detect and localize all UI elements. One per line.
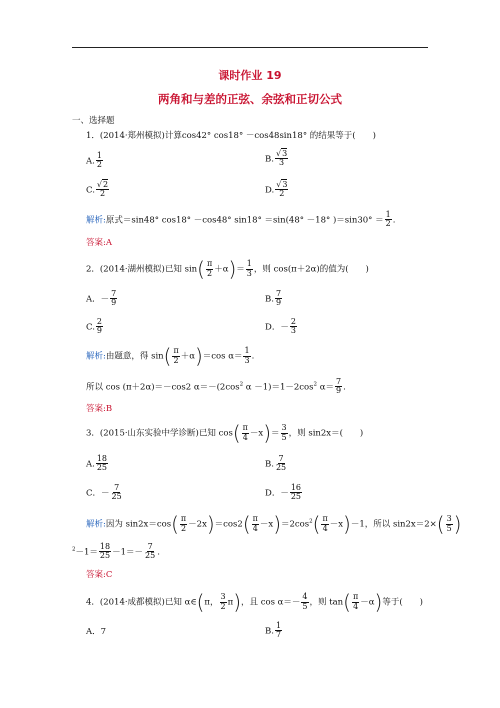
q2-option-c: C. $\frac{2}{9}$ (86, 317, 102, 336)
q2-answer: 答案:B (86, 404, 113, 414)
q2-option-b: B. $\frac{7}{9}$ (265, 289, 282, 308)
q3-option-d: D．－ $\frac{16}{25}$ (265, 483, 302, 502)
q2-analysis: 解析:由题意，得 sin( $\frac{\pi}{2}$ ＋α)＝cos α＝ $\frac{1}{3}$ . (86, 344, 255, 368)
q1-option-d: D. $\frac{√3}{2}$ (265, 180, 288, 199)
q2-analysis-line2: 所以 cos (π＋2α)＝－cos2 $\alpha=-(2\cos^2$ $\alpha -1)=1-2\cos^2$ α＝ $\frac{7}{9}$ . (86, 377, 346, 396)
page-title: 课时作业 19 (218, 69, 282, 82)
q1-analysis: 解析:原式＝sin48° cos18° －cos48° sin18° ＝sin(48° －18° )＝sin30° ＝ $\frac{1}{2}$ . (86, 210, 396, 229)
page-subtitle: 两角和与差的正弦、余弦和正切公式 (158, 92, 342, 106)
q3-option-c: C．－ $\frac{7}{25}$ (86, 483, 122, 502)
q4-stem: 4．(2014·成都模拟)已知 α∈(π， $\frac{3}{2}$ π)，且 cos α＝－ $\frac{4}{5}$ ，则 tan( $\frac{\pi}{4}$ －α)等于( ) (86, 590, 423, 614)
q4-option-b: B. $\frac{1}{7}$ (265, 621, 282, 640)
q3-option-a: A. $\frac{18}{25}$ (86, 454, 108, 473)
q1-answer: 答案:A (86, 238, 113, 248)
q4-option-a: A．7 (86, 627, 107, 637)
q3-analysis-cont: $^2$－1＝ $\frac{18}{25}$ －1＝－ $\frac{7}{25}$ . (72, 542, 160, 561)
q1-option-c: C. $\frac{√2}{2}$ (86, 180, 109, 199)
q3-option-b: B. $\frac{7}{25}$ (265, 454, 287, 473)
q2-option-d: D．－ $\frac{2}{3}$ (265, 317, 296, 336)
q1-option-a: A. $\frac{1}{2}$ (86, 151, 102, 170)
q1-option-b: B. $\frac{√3}{3}$ (265, 149, 288, 168)
q1-stem: 1．(2014·郑州模拟)计算cos42° cos18° －cos48sin18° 的结果等于( ) (86, 131, 376, 141)
q3-analysis: 解析:因为 sin2x＝cos( $\frac{\pi}{2}$ －2x)＝cos2( $\frac{\pi}{4}$ $-x)=2\cos^2$( $\frac{\pi}{4}$ －x)－1，所以 sin2x＝2×( $\frac{3}{5}$ ) (86, 512, 462, 536)
header-rule (72, 47, 428, 48)
q2-option-a: A．－ $\frac{7}{9}$ (86, 289, 117, 308)
q3-answer: 答案:C (86, 570, 113, 580)
section-heading: 一、选择题 (72, 116, 115, 126)
q3-stem: 3．(2015·山东实验中学诊断)已知 cos( $\frac{\pi}{4}$ －x)＝ $\frac{3}{5}$ ，则 sin2x＝( ) (86, 421, 364, 445)
q2-stem: 2．(2014·湖州模拟)已知 sin( $\frac{\pi}{2}$ ＋α)＝ $\frac{1}{3}$ ，则 cos(π＋2α)的值为( ) (86, 257, 369, 281)
